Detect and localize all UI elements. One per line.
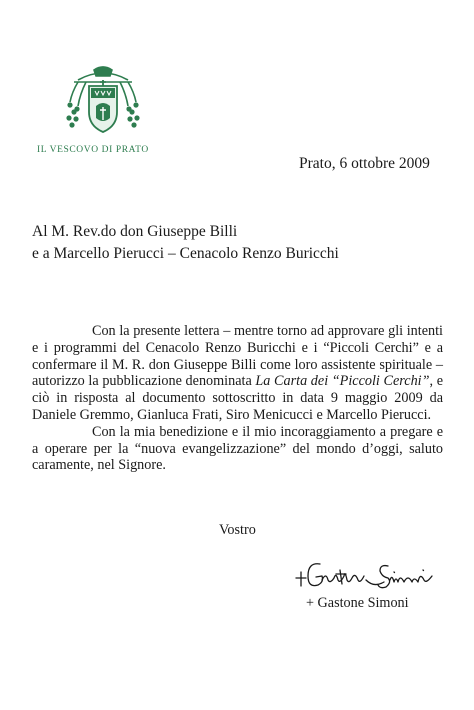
letter-body [32,323,443,474]
addressee-line-2: e a Marcello Pierucci – Cenacolo Renzo Buricchi [32,245,339,262]
body-paragraph-1 [32,323,443,424]
addressee-block [32,221,339,265]
episcopal-coat-of-arms-icon [64,62,142,142]
body-paragraph-1-text-b: , e ciò in risposta al documento sottoscritto in data 9 maggio 2009 da Daniele Gremmo, Gianluca Frati, Siro Menicucci e Marcello Pierucci. [32,373,443,423]
addressee-line-1: Al M. Rev.do don Giuseppe Billi [32,223,238,240]
body-paragraph-1-text-a: Con la presente lettera – mentre torno ad approvare gli intenti e i programmi del Cenacolo Renzo Buricchi e i “Piccoli Cerchi” e a confermare il M. R. don Giuseppe Billi come loro assistente spirituale – autorizzo la pubblicazione denominata [32,323,443,390]
letterhead-caption: IL VESCOVO DI PRATO [37,145,149,155]
body-paragraph-2: Con la mia benedizione e il mio incoraggiamento a pregare e a operare per la “nuova evangelizzazione” del mondo d’oggi, saluto caramente, nel Signore. [32,423,443,474]
handwritten-signature [292,558,442,594]
closing-salutation: Vostro [219,522,256,538]
publication-title: La Carta dei “Piccoli Cerchi” [255,373,430,390]
signer-printed-name: + Gastone Simoni [306,595,409,611]
letter-date: Prato, 6 ottobre 2009 [299,155,430,172]
